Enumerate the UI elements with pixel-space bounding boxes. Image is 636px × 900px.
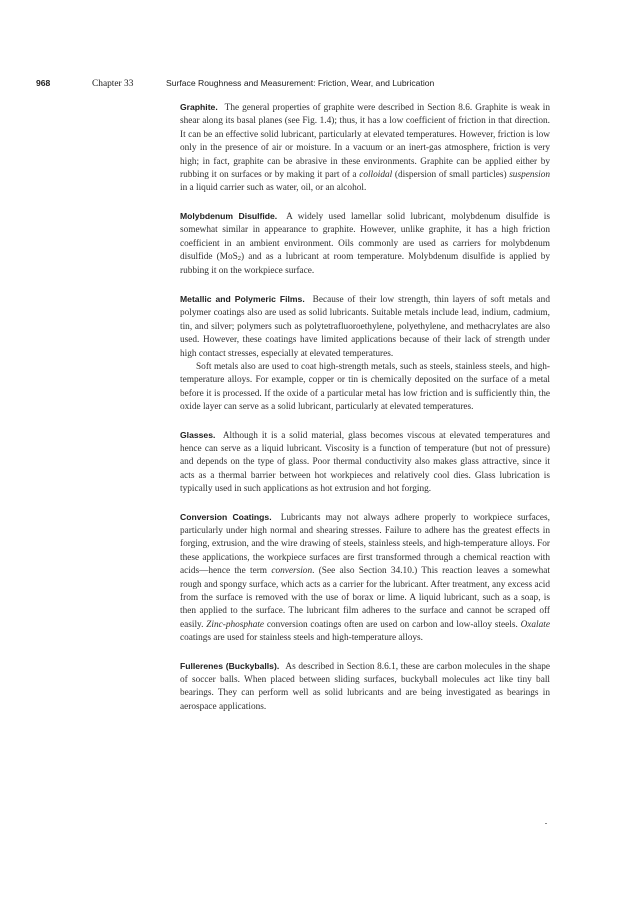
italic-term: Zinc-phosphate [206,619,265,630]
chapter-title: Surface Roughness and Measurement: Friction, Wear, and Lubrication [166,78,435,88]
section-text: As described in Section 8.6.1, these are carbon molecules in the shape of soccer balls. When placed between sliding surfaces, buckyball molecules act like tiny ball bearings. They can perform well as solid lubricants and are being investigated as bearings in aerospace applications. [180,661,550,712]
section-glasses [180,429,550,497]
section-text: (dispersion of small particles) [392,170,510,181]
section-heading: Conversion Coatings. [180,511,272,522]
section-heading: Graphite. [180,102,218,112]
section-metallic-polymeric-films [180,293,550,361]
italic-term: Oxalate [520,619,550,630]
italic-term: colloidal [359,170,393,181]
page-number: 968 [36,78,51,88]
section-text: coatings are used for stainless steels and high-temperature alloys. [180,633,423,644]
section-text: in a liquid carrier such as water, oil, or an alcohol. [180,183,367,194]
section-molybdenum-disulfide [180,210,550,279]
section-conversion-coatings [180,511,550,646]
section-heading: Glasses. [180,429,216,440]
section-text: Although it is a solid material, glass becomes viscous at elevated temperatures and hence can serve as a liquid lubricant. Viscosity is a function of temperature (but not of pressure) and depends on the type of glass. Poor thermal conductivity also makes glass attractive, since it acts as a thermal barrier between hot workpieces and relatively cool dies. Glass lubrication is typically used in such applications as hot extrusion and hot forging. [180,430,550,495]
section-text: . (See also Section 34.10.) This reaction leaves a somewhat rough and spongy surface, which acts as a carrier for the lubricant. After treatment, any excess acid from the surface is removed with the use of borax or lime. A liquid lubricant, such as a soap, is then applied to the surface. The lubricant film adheres to the surface and cannot be scraped off easily. [180,566,550,630]
section-metallic-polymeric-films-para2: Soft metals also are used to coat high-strength metals, such as steels, stainless steels, and high-temperature alloys. For example, copper or tin is chemically deposited on the surface of a metal before it is processed. If the oxide of a particular metal has low friction and is sufficiently thin, the oxide layer can serve as a solid lubricant, particularly at elevated temperatures. [180,361,550,413]
section-text: Because of their low strength, thin layers of soft metals and polymer coatings also are used as solid lubricants. Suitable metals include lead, indium, cadmium, tin, and silver; polymers such as polytetrafluoroethylene, polyethylene, and methacrylates are also used. However, these coatings have limited applications because of their lack of strength under high contact stresses, especially at elevated temperatures. [180,294,550,359]
scan-speck [545,823,547,824]
italic-term: conversion [271,566,313,577]
section-text: A widely used lamellar solid lubricant, molybdenum disulfide is somewhat similar in appearance to graphite. However, unlike graphite, it has a high friction coefficient in an ambient environment. Oils commonly are used as carriers for molybdenum disulfide (MoS [180,211,551,263]
chapter-label: Chapter 33 [92,79,134,89]
section-text: Lubricants may not always adhere properly to workpiece surfaces, particularly under high normal and shearing stresses. Failure to adhere has the greatest effects in forging, extrusion, and the wire drawing of steels, stainless steels, and high-temperature alloys. For these applications, the workpiece surfaces are first transformed through a chemical reaction with acids—hence the term [180,512,550,577]
section-text: conversion coatings often are used on carbon and low-alloy steels. [264,619,521,630]
running-header [36,78,596,89]
section-graphite [180,101,550,196]
section-heading: Metallic and Polymeric Films. [180,293,305,304]
subscript: 2 [237,255,242,263]
italic-term: suspension [509,170,550,181]
body-text [180,101,550,728]
section-text: ) and as a lubricant at room temperature. Molybdenum disulfide is applied by rubbing it on the workpiece surface. [180,252,550,277]
section-heading: Fullerenes (Buckyballs). [180,660,280,671]
section-fullerenes [180,660,550,715]
section-text: The general properties of graphite were described in Section 8.6. Graphite is weak in shear along its basal planes (see Fig. 1.4); thus, it has a low coefficient of friction in that direction. It can be an effective solid lubricant, particularly at elevated temperatures. However, friction is low only in the presence of air or moisture. In a vacuum or an inert-gas atmosphere, friction is very high; in fact, graphite can be abrasive in these environments. Graphite can be applied either by rubbing it on surfaces or by making it part of a [180,103,550,181]
section-heading: Molybdenum Disulfide. [180,210,278,221]
